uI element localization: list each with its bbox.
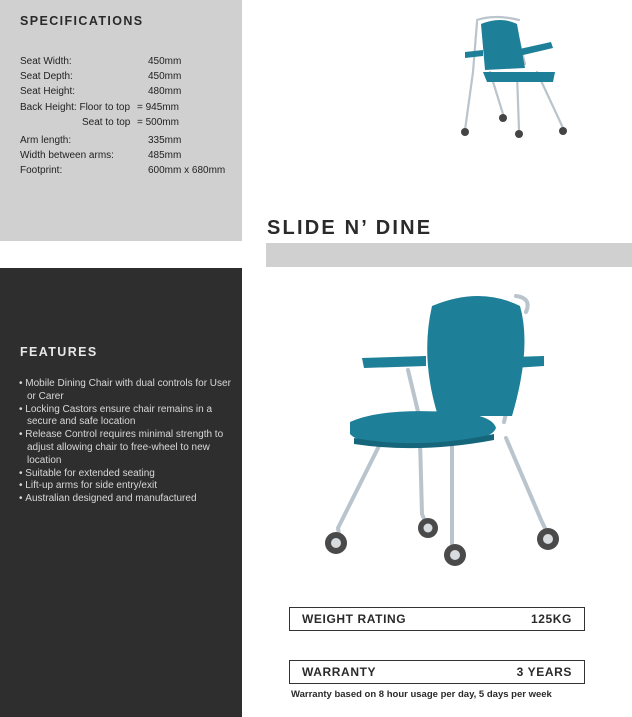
spec-value-width-between-arms: 485mm	[148, 150, 182, 161]
weight-rating-value: 125KG	[530, 612, 572, 626]
spec-label-seat-width: Seat Width:	[20, 56, 72, 67]
spec-label-seat-height: Seat Height:	[20, 86, 76, 97]
spec-label-arm-length: Arm length:	[20, 135, 72, 146]
specifications-panel	[0, 0, 242, 241]
feature-item: • Release Control requires minimal strength to adjust allowing chair to free-wheel to new location	[19, 429, 234, 467]
spec-label-seat-to-top: Seat to top	[82, 117, 131, 128]
spec-label-seat-depth: Seat Depth:	[20, 71, 73, 82]
spec-value-seat-height: 480mm	[148, 86, 182, 97]
specifications-heading: SPECIFICATIONS	[20, 14, 144, 28]
title-underline-bar	[266, 243, 632, 267]
spec-label-footprint: Footprint:	[20, 165, 63, 176]
weight-rating-box	[289, 607, 585, 631]
spec-value-seat-width: 450mm	[148, 56, 182, 67]
warranty-label: WARRANTY	[302, 665, 377, 679]
chair-front-view-image	[320, 288, 570, 570]
chair-side-view-image	[455, 12, 575, 142]
spec-value-footprint: 600mm x 680mm	[148, 165, 226, 176]
feature-item: • Australian designed and manufactured	[19, 493, 234, 506]
warranty-note: Warranty based on 8 hour usage per day, 5 days per week	[291, 689, 552, 700]
spec-value-back-height-floor: = 945mm	[137, 102, 179, 113]
features-list	[19, 378, 234, 506]
product-title: SLIDE N’ DINE	[267, 217, 433, 239]
spec-label-width-between-arms: Width between arms:	[20, 150, 114, 161]
spec-value-seat-depth: 450mm	[148, 71, 182, 82]
warranty-box	[289, 660, 585, 684]
features-heading: FEATURES	[20, 345, 98, 359]
warranty-value: 3 YEARS	[516, 665, 572, 679]
feature-item: • Mobile Dining Chair with dual controls for User or Carer	[19, 378, 234, 404]
spec-label-back-height: Back Height: Floor to top	[20, 102, 131, 113]
feature-item: • Locking Castors ensure chair remains in a secure and safe location	[19, 404, 234, 430]
spec-value-arm-length: 335mm	[148, 135, 182, 146]
features-panel	[0, 268, 242, 717]
feature-item: • Lift-up arms for side entry/exit	[19, 480, 234, 493]
feature-item: • Suitable for extended seating	[19, 468, 234, 481]
weight-rating-label: WEIGHT RATING	[302, 612, 407, 626]
spec-value-seat-to-top: = 500mm	[137, 117, 179, 128]
